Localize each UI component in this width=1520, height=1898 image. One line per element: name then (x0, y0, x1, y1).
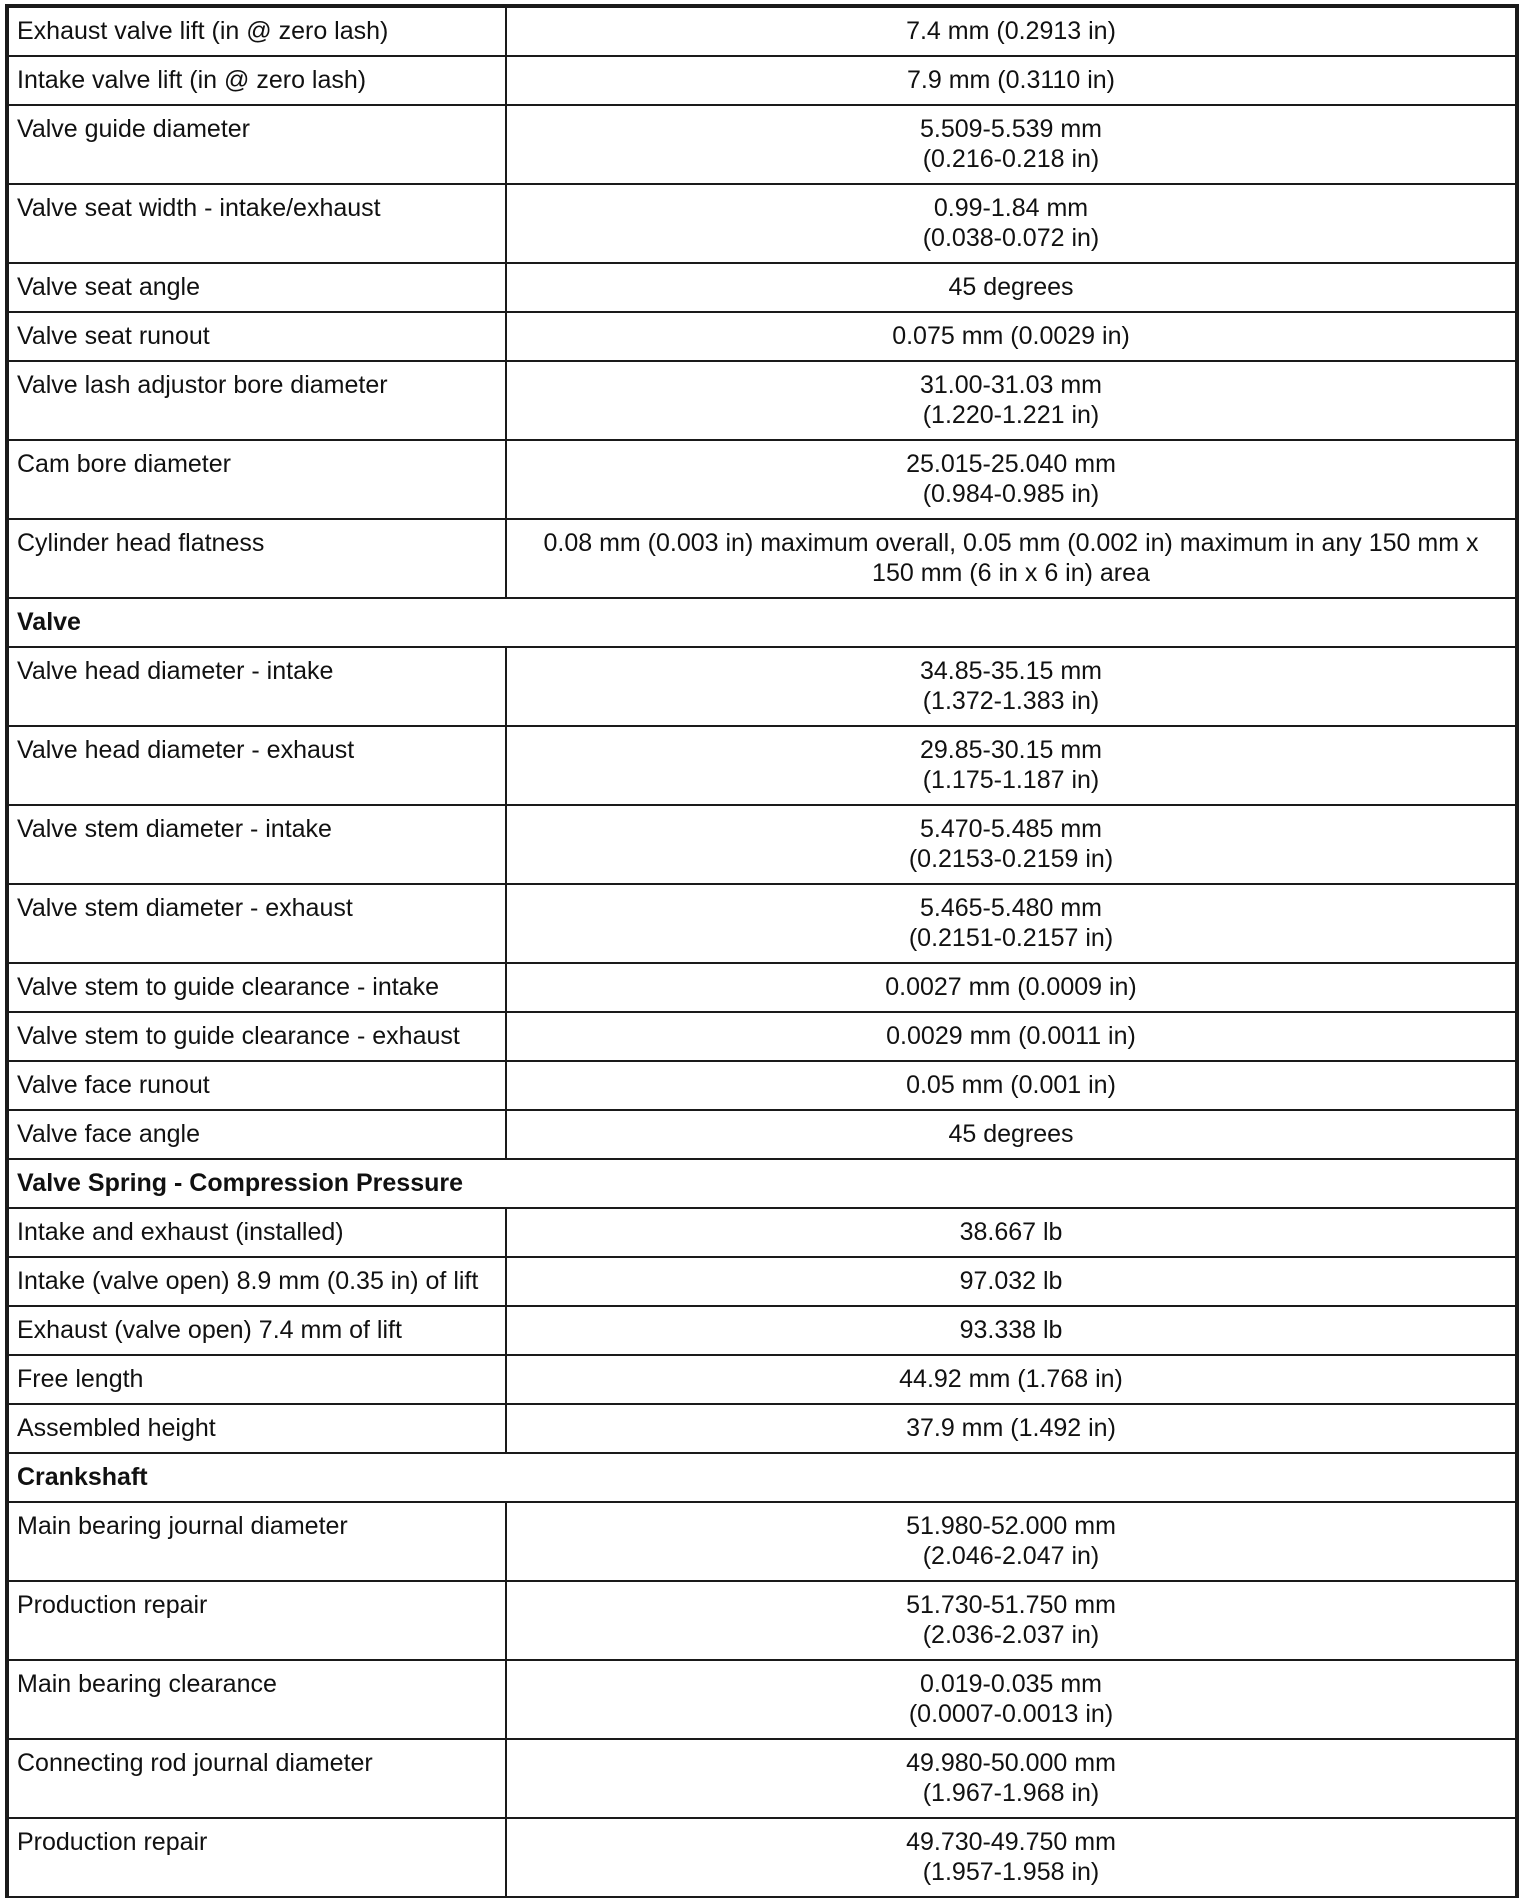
spec-label: Free length (8, 1355, 506, 1404)
spec-label: Assembled height (8, 1404, 506, 1453)
spec-label: Valve stem to guide clearance - exhaust (8, 1012, 506, 1061)
section-header-row (8, 1453, 1516, 1502)
spec-label: Production repair (8, 1581, 506, 1660)
spec-value (506, 1502, 1516, 1581)
spec-value (506, 1404, 1516, 1453)
spec-value-line: (0.038-0.072 in) (922, 224, 1100, 252)
spec-label: Valve stem diameter - exhaust (8, 884, 506, 963)
spec-value (506, 1581, 1516, 1660)
spec-value-line: 49.730-49.750 mm (906, 1828, 1116, 1856)
section-header-row (8, 1159, 1516, 1208)
table-row (8, 1257, 1516, 1306)
spec-value-line: 0.019-0.035 mm (919, 1670, 1103, 1698)
spec-value (506, 805, 1516, 884)
spec-value (506, 963, 1516, 1012)
spec-value-line: (1.967-1.968 in) (922, 1779, 1100, 1807)
spec-value-line: 31.00-31.03 mm (919, 371, 1103, 399)
spec-value-line: (1.220-1.221 in) (922, 401, 1100, 429)
spec-value-line: 5.470-5.485 mm (919, 815, 1103, 843)
spec-label: Valve seat angle (8, 263, 506, 312)
spec-value-line: 51.980-52.000 mm (906, 1512, 1116, 1540)
table-row (8, 56, 1516, 105)
spec-value-line: 7.4 mm (0.2913 in) (906, 17, 1116, 45)
table-row (8, 1581, 1516, 1660)
spec-value-line: 0.08 mm (0.003 in) maximum overall, 0.05 mm (0.002 in) maximum in any 150 mm x (543, 529, 1479, 557)
spec-value (506, 1660, 1516, 1739)
table-row (8, 963, 1516, 1012)
spec-label: Valve face runout (8, 1061, 506, 1110)
table-row (8, 1404, 1516, 1453)
spec-value (506, 312, 1516, 361)
spec-label: Valve face angle (8, 1110, 506, 1159)
spec-value-line: 51.730-51.750 mm (906, 1591, 1116, 1619)
spec-value (506, 1739, 1516, 1818)
spec-label: Valve stem to guide clearance - intake (8, 963, 506, 1012)
spec-value-line: 150 mm (6 in x 6 in) area (872, 559, 1150, 587)
spec-value (506, 105, 1516, 184)
spec-value (506, 1818, 1516, 1897)
spec-value (506, 361, 1516, 440)
section-header: Valve (8, 598, 1516, 647)
table-row (8, 519, 1516, 598)
spec-label: Connecting rod journal diameter (8, 1739, 506, 1818)
spec-value (506, 1257, 1516, 1306)
spec-value-line: (1.957-1.958 in) (922, 1858, 1100, 1886)
table-row (8, 1660, 1516, 1739)
spec-value-line: 93.338 lb (959, 1316, 1063, 1344)
spec-label: Intake valve lift (in @ zero lash) (8, 56, 506, 105)
spec-value-line: 5.509-5.539 mm (919, 115, 1103, 143)
specifications-table-body (8, 7, 1516, 1897)
table-row (8, 726, 1516, 805)
table-row (8, 1208, 1516, 1257)
spec-label: Main bearing clearance (8, 1660, 506, 1739)
table-row (8, 1110, 1516, 1159)
table-row (8, 1306, 1516, 1355)
spec-label: Valve guide diameter (8, 105, 506, 184)
table-row (8, 312, 1516, 361)
spec-label: Intake (valve open) 8.9 mm (0.35 in) of lift (8, 1257, 506, 1306)
spec-value (506, 7, 1516, 56)
spec-label: Valve seat runout (8, 312, 506, 361)
spec-value (506, 263, 1516, 312)
spec-label: Intake and exhaust (installed) (8, 1208, 506, 1257)
table-row (8, 1502, 1516, 1581)
spec-value-line: 29.85-30.15 mm (919, 736, 1103, 764)
spec-value-line: (0.0007-0.0013 in) (908, 1700, 1114, 1728)
table-row (8, 440, 1516, 519)
table-row (8, 1012, 1516, 1061)
spec-label: Main bearing journal diameter (8, 1502, 506, 1581)
spec-value-line: 0.99-1.84 mm (933, 194, 1089, 222)
section-header-row (8, 598, 1516, 647)
table-row (8, 361, 1516, 440)
spec-value-line: 0.0027 mm (0.0009 in) (885, 973, 1137, 1001)
spec-label: Valve head diameter - exhaust (8, 726, 506, 805)
spec-label: Cam bore diameter (8, 440, 506, 519)
spec-value-line: (0.2153-0.2159 in) (908, 845, 1114, 873)
spec-label: Valve head diameter - intake (8, 647, 506, 726)
table-row (8, 1739, 1516, 1818)
spec-value-line: 7.9 mm (0.3110 in) (907, 66, 1115, 94)
spec-value (506, 440, 1516, 519)
specifications-table (7, 6, 1517, 1898)
spec-value-line: (0.984-0.985 in) (922, 480, 1100, 508)
table-row (8, 884, 1516, 963)
spec-value-line: (2.046-2.047 in) (922, 1542, 1100, 1570)
spec-value-line: (2.036-2.037 in) (922, 1621, 1100, 1649)
spec-value (506, 519, 1516, 598)
table-row (8, 805, 1516, 884)
spec-value (506, 1012, 1516, 1061)
spec-value (506, 1110, 1516, 1159)
spec-label: Valve seat width - intake/exhaust (8, 184, 506, 263)
table-row (8, 1818, 1516, 1897)
table-row (8, 263, 1516, 312)
spec-value-line: 0.05 mm (0.001 in) (906, 1071, 1116, 1099)
spec-value-line: 45 degrees (948, 273, 1074, 301)
spec-value-line: 49.980-50.000 mm (906, 1749, 1116, 1777)
table-row (8, 1355, 1516, 1404)
spec-value-line: (0.2151-0.2157 in) (908, 924, 1114, 952)
spec-value (506, 1306, 1516, 1355)
table-row (8, 1061, 1516, 1110)
spec-value (506, 56, 1516, 105)
spec-value (506, 884, 1516, 963)
spec-value (506, 647, 1516, 726)
spec-value-line: 97.032 lb (959, 1267, 1063, 1295)
spec-label: Valve stem diameter - intake (8, 805, 506, 884)
spec-value-line: 5.465-5.480 mm (919, 894, 1103, 922)
spec-value (506, 1061, 1516, 1110)
table-row (8, 647, 1516, 726)
spec-value-line: 45 degrees (948, 1120, 1074, 1148)
spec-label: Valve lash adjustor bore diameter (8, 361, 506, 440)
spec-value-line: (0.216-0.218 in) (922, 145, 1100, 173)
spec-value-line: 38.667 lb (959, 1218, 1063, 1246)
spec-value-line: 34.85-35.15 mm (919, 657, 1103, 685)
table-row (8, 105, 1516, 184)
spec-label: Cylinder head flatness (8, 519, 506, 598)
spec-label: Production repair (8, 1818, 506, 1897)
table-row (8, 7, 1516, 56)
spec-value (506, 1355, 1516, 1404)
section-header: Valve Spring - Compression Pressure (8, 1159, 1516, 1208)
section-header: Crankshaft (8, 1453, 1516, 1502)
spec-value-line: 25.015-25.040 mm (906, 450, 1116, 478)
spec-value-line: 37.9 mm (1.492 in) (906, 1414, 1116, 1442)
spec-label: Exhaust valve lift (in @ zero lash) (8, 7, 506, 56)
spec-value-line: 0.0029 mm (0.0011 in) (886, 1022, 1136, 1050)
spec-value-line: (1.372-1.383 in) (922, 687, 1100, 715)
table-row (8, 184, 1516, 263)
spec-value (506, 184, 1516, 263)
spec-value (506, 726, 1516, 805)
spec-value (506, 1208, 1516, 1257)
spec-value-line: 0.075 mm (0.0029 in) (892, 322, 1130, 350)
spec-label: Exhaust (valve open) 7.4 mm of lift (8, 1306, 506, 1355)
spec-value-line: 44.92 mm (1.768 in) (899, 1365, 1123, 1393)
spec-value-line: (1.175-1.187 in) (922, 766, 1100, 794)
